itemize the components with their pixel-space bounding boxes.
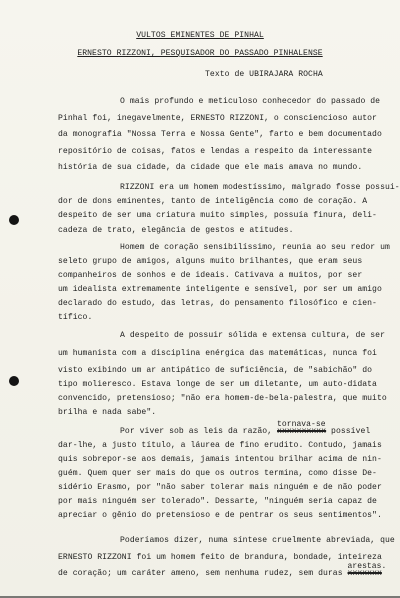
inserted-text: tornava-se (277, 420, 326, 429)
struck-text: xxxxxxxxxx (277, 427, 327, 436)
text-line: despeito de ser uma criatura muito simples, possuía finura, deli- (58, 211, 377, 220)
text-line: brilha e nada sabe". (58, 408, 157, 417)
document-title: VULTOS EMINENTES DE PINHAL (136, 31, 264, 40)
inserted-text: arestas. (347, 562, 387, 571)
binder-hole (9, 376, 19, 386)
struck-text: xxxxxxx (347, 569, 382, 578)
text-line: por mais ninguém ser tolerado". Dessarte, "ninguém seria capaz de (58, 497, 377, 506)
text-line: companheiros de sonhos e de ideais. Cativava a muitos, por ser (58, 271, 363, 280)
text-line: história de sua cidade, da cidade que ele mais amava no mundo. (58, 163, 363, 172)
text-line: A despeito de possuir sólida e extensa cultura, de ser (120, 331, 385, 340)
text-line: O mais profundo e meticuloso conhecedor do passado de (120, 97, 381, 106)
text-line: visto exibindo um ar antipático de suficiência, de "sabichão" do (58, 366, 373, 375)
text-line: um idealista extremamente inteligente e sensível, por ser um amigo (58, 285, 382, 294)
text-line: cadeza de trato, elegância de gestos e atitudes. (58, 226, 294, 235)
text-line: tipo molieresco. Estava longe de ser um diletante, um auto-didata (58, 380, 377, 389)
text-line: dor de dons eminentes, tanto de inteligência como de coração. A (58, 197, 368, 206)
text-line: seleto grupo de amigos, alguns muito brilhantes, que eram seus (58, 257, 363, 266)
text-line (58, 562, 387, 579)
text-line: RIZZONI era um homem modestíssimo, malgrado fosse possui- (120, 183, 400, 192)
text-line: da monografia "Nossa Terra e Nossa Gente", farto e bem documentado (58, 130, 382, 139)
text-line: sidério Erasmo, por "não saber tolerar mais ninguém e de não poder (58, 483, 382, 492)
text-fragment: possível (331, 427, 371, 436)
text-line: Poderíamos dizer, numa síntese cruelmente abreviada, que (120, 536, 395, 545)
binder-hole (9, 215, 19, 225)
text-fragment: de coração; um caráter ameno, sem nenhuma rudez, sem duras (58, 569, 343, 578)
text-line: ERNESTO RIZZONI foi um homem feito de brandura, bondade, inteireza (58, 553, 382, 562)
text-line (120, 420, 371, 437)
text-line: Pinhal foi, inegavelmente, ERNESTO RIZZONI, o consciencioso autor (58, 114, 377, 123)
typed-correction (277, 420, 327, 437)
text-line: apreciar o gênio do pretensioso e de pentrar os seus sentimentos". (58, 511, 382, 520)
text-line: declarado do estudo, das letras, do pensamento filosófico e cien- (58, 299, 377, 308)
text-line: repositório de coisas, fatos e lendas a respeito da interessante (58, 147, 373, 156)
typed-correction (347, 562, 387, 579)
byline: Texto de UBIRAJARA ROCHA (205, 70, 323, 79)
text-line: quis sobrepor-se aos demais, jamais intentou brilhar acima de nin- (58, 455, 382, 464)
document-subtitle: ERNESTO RIZZONI, PESQUISADOR DO PASSADO PINHALENSE (77, 49, 323, 58)
text-line: guém. Quem quer ser mais do que os outros termina, como disse De- (58, 469, 377, 478)
text-fragment: Por viver sob as leis da razão, (120, 427, 273, 436)
text-line: um humanista com a disciplina enérgica das matemáticas, nunca foi (58, 349, 377, 358)
text-line: convencido, pretensioso; "não era homem-de-bela-palestra, que muito (58, 394, 387, 403)
text-line: dar-lhe, a justo título, a láurea de fino erudito. Contudo, jamais (58, 441, 382, 450)
text-line: tífico. (58, 313, 93, 322)
text-line: Homem de coração sensibilíssimo, reunia ao seu redor um (120, 243, 390, 252)
